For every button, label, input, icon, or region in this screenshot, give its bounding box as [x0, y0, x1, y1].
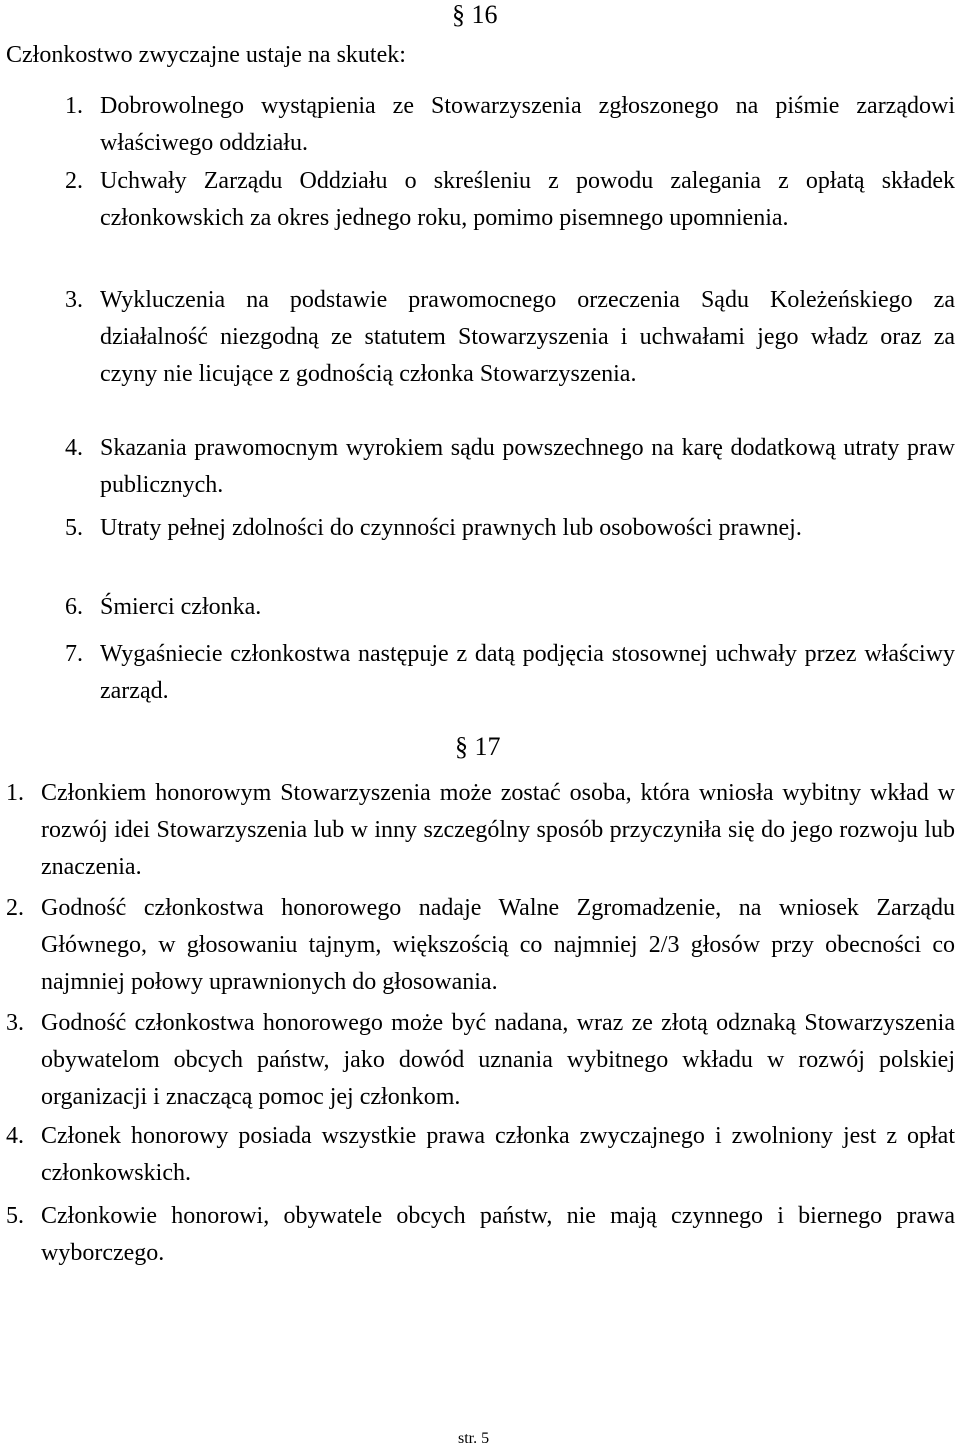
- list-item-number: 3.: [6, 1010, 24, 1036]
- list-item-number: 2.: [6, 895, 24, 921]
- list-item: [6, 1198, 955, 1272]
- list-item-text: Wygaśniecie członkostwa następuje z datą podjęcia stosownej uchwały przez właściwy zarząd.: [100, 641, 955, 704]
- list-item-number: 1.: [6, 780, 24, 806]
- list-item-text: Członek honorowy posiada wszystkie prawa członka zwyczajnego i zwolniony jest z opłat członkowskich.: [41, 1123, 955, 1186]
- list-item-number: 7.: [65, 641, 83, 667]
- list-item: [65, 88, 955, 162]
- list-item-text: Członkiem honorowym Stowarzyszenia może zostać osoba, która wniosła wybitny wkład w rozwój idei Stowarzyszenia lub w inny szczególny sposób przyczyniła się do jego rozwoju lub znaczenia.: [41, 780, 955, 880]
- list-item-number: 4.: [6, 1123, 24, 1149]
- list-item-text: Uchwały Zarządu Oddziału o skreśleniu z powodu zalegania z opłatą składek członkowskich za okres jednego roku, pomimo pisemnego upomnienia.: [100, 168, 955, 231]
- list-item-number: 5.: [6, 1203, 24, 1229]
- section-17-heading: § 17: [455, 732, 501, 761]
- list-item: [65, 589, 955, 626]
- list-item-number: 6.: [65, 594, 83, 620]
- section-16-heading: § 16: [452, 0, 498, 29]
- list-item: [65, 163, 955, 237]
- list-item: [6, 890, 955, 1001]
- list-item-text: Śmierci członka.: [100, 594, 262, 620]
- list-item-number: 1.: [65, 93, 83, 119]
- list-item: [65, 430, 955, 504]
- list-item-number: 4.: [65, 435, 83, 461]
- list-item-text: Godność członkostwa honorowego nadaje Walne Zgromadzenie, na wniosek Zarządu Głównego, w głosowaniu tajnym, większością co najmniej 2/3 głosów przy obecności co najmniej połowy uprawnionych do głosowania.: [41, 895, 955, 995]
- list-item: [65, 636, 955, 710]
- list-item-text: Utraty pełnej zdolności do czynności prawnych lub osobowości prawnej.: [100, 515, 802, 541]
- list-item-text: Wykluczenia na podstawie prawomocnego orzeczenia Sądu Koleżeńskiego za działalność niezgodną ze statutem Stowarzyszenia i uchwałami jego władz oraz za czyny nie licujące z godnością członka Stowarzyszenia.: [100, 287, 955, 387]
- page-number: str. 5: [458, 1430, 490, 1447]
- list-item: [6, 1005, 955, 1116]
- list-item: [65, 510, 955, 547]
- list-item-text: Godność członkostwa honorowego może być nadana, wraz ze złotą odznaką Stowarzyszenia obywatelom obcych państw, jako dowód uznania wybitnego wkładu w rozwój polskiej organizacji i znaczącą pomoc jej członkom.: [41, 1010, 955, 1110]
- list-item-number: 3.: [65, 287, 83, 313]
- list-item-text: Członkowie honorowi, obywatele obcych państw, nie mają czynnego i biernego prawa wyborczego.: [41, 1203, 955, 1266]
- list-item-text: Skazania prawomocnym wyrokiem sądu powszechnego na karę dodatkową utraty praw publicznych.: [100, 435, 955, 498]
- list-item-number: 5.: [65, 515, 83, 541]
- list-item: [6, 1118, 955, 1192]
- list-item: [6, 775, 955, 886]
- list-item-number: 2.: [65, 168, 83, 194]
- list-item: [65, 282, 955, 393]
- section-16-intro: Członkostwo zwyczajne ustaje na skutek:: [6, 42, 406, 68]
- list-item-text: Dobrowolnego wystąpienia ze Stowarzyszenia zgłoszonego na piśmie zarządowi właściwego oddziału.: [100, 93, 955, 156]
